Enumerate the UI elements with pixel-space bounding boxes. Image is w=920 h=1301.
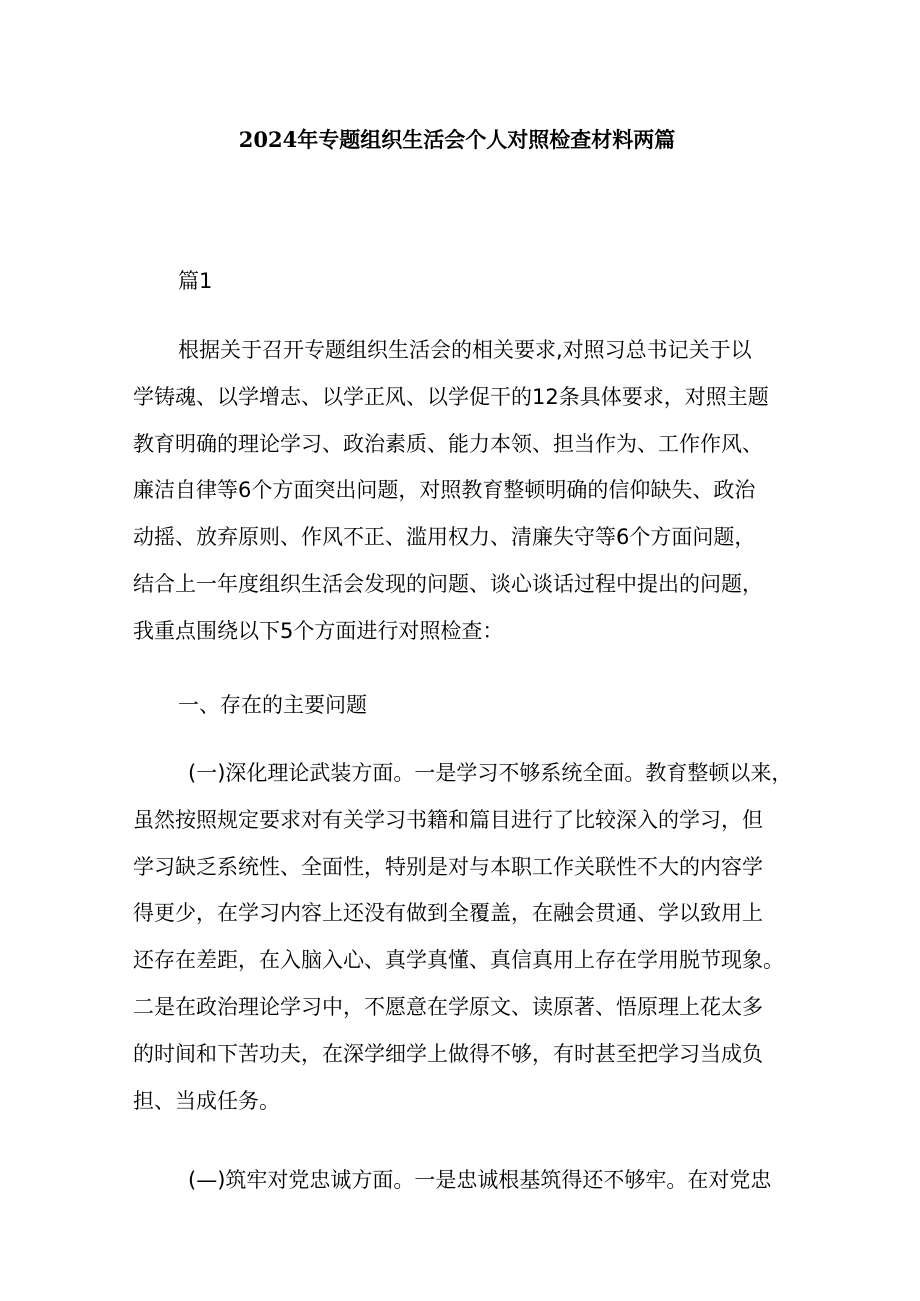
intro-line: 结合上一年度组织生活会发现的问题、谈心谈话过程中提出的问题， — [133, 571, 763, 596]
section-heading: 一、存在的主要问题 — [178, 693, 367, 717]
point-1-line: 得更少，在学习内容上还没有做到全覆盖，在融会贯通、学以致用上 — [133, 901, 763, 926]
point-1-line: 的时间和下苦功夫，在深学细学上做得不够，有时甚至把学习当成负 — [133, 1041, 763, 1066]
point-1-line: 担、当成任务。 — [133, 1088, 280, 1113]
intro-line: 动摇、放弃原则、作风不正、滥用权力、清廉失守等6个方面问题， — [133, 525, 756, 550]
point-1-line: 学习缺乏系统性、全面性，特别是对与本职工作关联性不大的内容学 — [133, 854, 763, 879]
point-2-paragraph — [133, 1157, 783, 1204]
intro-line: 学铸魂、以学增志、以学正风、以学促干的12条具体要求，对照主题 — [133, 384, 769, 409]
section-label: 篇1 — [178, 269, 213, 293]
intro-line: 根据关于召开专题组织生活会的相关要求,对照习总书记关于以 — [178, 338, 752, 362]
point-1-paragraph — [133, 750, 793, 1124]
point-1-line: (一)深化理论武装方面。一是学习不够系统全面。教育整顿以来， — [188, 761, 793, 785]
intro-line: 我重点围绕以下5个方面进行对照检查： — [133, 618, 504, 643]
point-1-line: 虽然按照规定要求对有关学习书籍和篇目进行了比较深入的学习，但 — [133, 807, 763, 832]
intro-line: 教育明确的理论学习、政治素质、能力本领、担当作为、工作作风、 — [133, 431, 763, 456]
intro-paragraph — [133, 327, 783, 655]
point-1-line: 还存在差距，在入脑入心、真学真懂、真信真用上存在学用脱节现象。 — [133, 948, 784, 973]
point-1-line: 二是在政治理论学习中，不愿意在学原文、读原著、悟原理上花太多 — [133, 994, 763, 1019]
point-2-line: (—)筑牢对党忠诚方面。一是忠诚根基筑得还不够牢。在对党忠 — [188, 1168, 772, 1192]
intro-line: 廉洁自律等6个方面突出问题，对照教育整顿明确的信仰缺失、政治 — [133, 478, 756, 503]
document-title: 2024年专题组织生活会个人对照检查材料两篇 — [238, 127, 676, 152]
